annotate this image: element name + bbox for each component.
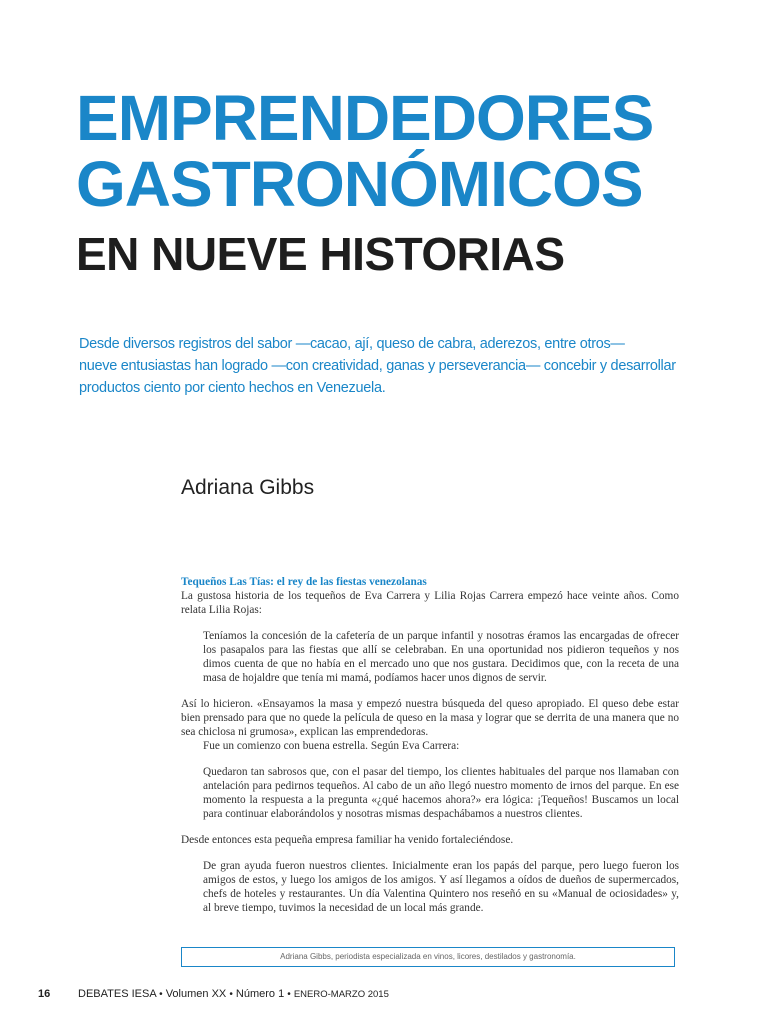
- article-body: [181, 575, 679, 915]
- author-name: Adriana Gibbs: [181, 476, 315, 499]
- paragraph: Desde entonces esta pequeña empresa familiar ha venido fortaleciéndose.: [181, 834, 514, 846]
- page-number: 16: [38, 988, 51, 1000]
- volume-label: Volumen XX: [165, 988, 227, 1000]
- bullet-separator: •: [159, 989, 163, 1000]
- title-line-3: EN NUEVE HISTORIAS: [76, 228, 565, 280]
- bullet-separator: •: [229, 989, 233, 1000]
- bullet-separator: •: [287, 989, 291, 1000]
- block-quote: Quedaron tan sabrosos que, con el pasar del tiempo, los clientes habituales del parque nos llamaban con antelación para pedirnos tequeños. Al cabo de un año llegó nuestro momento de irnos del parque. En ese momento la respuesta a la pregunta «¿qué hacemos ahora?» era lógica: ¡Tequeños! Buscamos un local para continuar elaborándolos y nosotras mismas despachábamos a nuestros clientes.: [203, 766, 679, 820]
- issue-number: Número 1: [235, 988, 285, 1000]
- title-line-1: EMPRENDEDORES: [76, 82, 654, 154]
- block-quote: Teníamos la concesión de la cafetería de un parque infantil y nosotras éramos las encargadas de ofrecer los pasapalos para las fiestas que allí se celebraban. En una oportunidad nos pidieron tequeños y nos dimos cuenta de que no había en el mercado uno que nos gustara. Decidimos que, con la receta de una masa de hojaldre que tenía mi mamá, podíamos hacer unos dignos de servir.: [203, 630, 679, 684]
- lead-line: nueve entusiastas han logrado —con creatividad, ganas y perseverancia— concebir y desarrollar: [79, 358, 676, 374]
- lead-paragraph: [79, 333, 676, 399]
- issue-period: ENERO-MARZO 2015: [293, 989, 389, 1000]
- publication-name: DEBATES IESA: [78, 988, 157, 1000]
- author-footnote: Adriana Gibbs, periodista especializada en vinos, licores, destilados y gastronomía.: [181, 947, 675, 967]
- lead-line: productos ciento por ciento hechos en Venezuela.: [79, 380, 386, 396]
- paragraph: Así lo hicieron. «Ensayamos la masa y empezó nuestra búsqueda del queso apropiado. El queso debe estar bien prensado para que no quede la película de queso en la masa y lograr que se derrita de una manera que no sea chiclosa ni grumosa», explican las emprendedoras.: [181, 698, 679, 738]
- block-quote: De gran ayuda fueron nuestros clientes. Inicialmente eran los papás del parque, pero luego fueron los amigos de estos, y luego los amigos de los amigos. Y así llegamos a oídos de dueños de supermercados, chefs de hoteles y restaurantes. Un día Valentina Quintero nos reseñó en su «Manual de ociosidades» y, al breve tiempo, tuvimos la necesidad de un local más grande.: [203, 860, 679, 914]
- page-footer: [38, 988, 738, 1000]
- paragraph: La gustosa historia de los tequeños de Eva Carrera y Lilia Rojas Carrera empezó hace veinte años. Como relata Lilia Rojas:: [181, 590, 679, 616]
- section-subheading: Tequeños Las Tías: el rey de las fiestas venezolanas: [181, 576, 427, 588]
- lead-line: Desde diversos registros del sabor —cacao, ají, queso de cabra, aderezos, entre otros—: [79, 336, 625, 352]
- title-line-2: GASTRONÓMICOS: [76, 148, 643, 220]
- paragraph: Fue un comienzo con buena estrella. Según Eva Carrera:: [203, 740, 460, 752]
